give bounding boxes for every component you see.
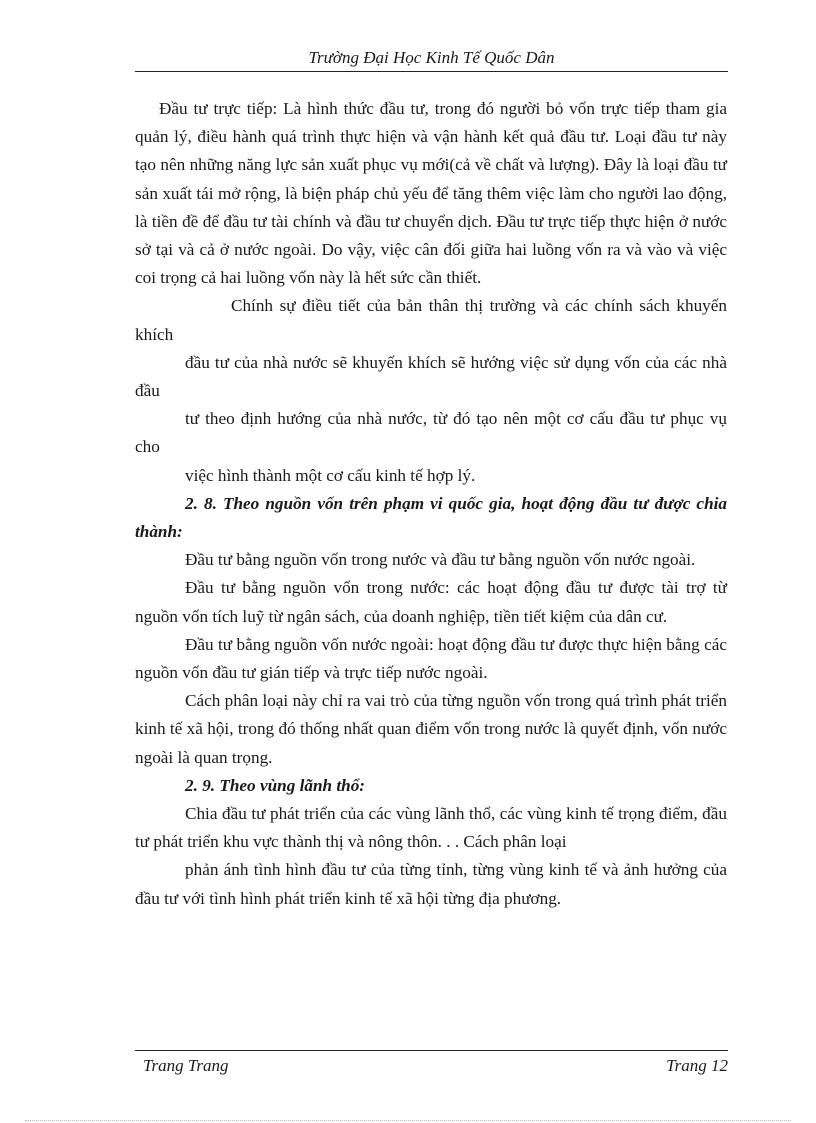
page-number: Trang 12 [666, 1056, 728, 1075]
footer-left-text: Trang Trang [143, 1056, 229, 1075]
paragraph-capital-sources: Đầu tư bằng nguồn vốn trong nước và đầu tư bằng nguồn vốn nước ngoài. [185, 550, 696, 570]
section-heading-2-9: 2. 9. Theo vùng lãnh thổ: [185, 775, 366, 795]
paragraph-domestic-capital: Đầu tư bằng nguồn vốn trong nước: các hoạt động đầu tư được tài trợ từ nguồn vốn tích luỹ từ ngân sách, của doanh nghiệp, tiền tiết kiệm của dân cư. [135, 578, 727, 626]
document-body [135, 95, 727, 913]
paragraph-classification-role: Cách phân loại này chỉ ra vai trò của từng nguồn vốn trong quá trình phát triển kinh tế xã hội, trong đó thống nhất quan điểm vốn trong nước là quyết định, vốn nước ngoài là quan trọng. [135, 691, 727, 767]
paragraph-regional-impact: phản ánh tình hình đầu tư của từng tỉnh, từng vùng kinh tế và ảnh hưởng của đầu tư với tình hình phát triển kinh tế xã hội từng địa phương. [135, 860, 727, 908]
paragraph-investment-structure: tư theo định hướng của nhà nước, từ đó tạo nên một cơ cấu đầu tư phục vụ cho [135, 409, 727, 457]
paragraph-state-encouragement: đầu tư của nhà nước sẽ khuyến khích sẽ hướng việc sử dụng vốn của các nhà đầu [135, 352, 727, 401]
paragraph-market-regulation: Chính sự điều tiết của bản thân thị trường và các chính sách khuyến khích [135, 296, 727, 344]
paragraph-economic-structure: việc hình thành một cơ cấu kinh tế hợp lý. [185, 465, 476, 485]
footer-divider [135, 1050, 728, 1051]
section-heading-2-8: 2. 8. Theo nguồn vốn trên phạm vi quốc gia, hoạt động đầu tư được chia thành: [135, 493, 727, 542]
header-divider [135, 71, 728, 72]
paragraph-direct-investment: Đầu tư trực tiếp: Là hình thức đầu tư, trong đó người bỏ vốn trực tiếp tham gia quản lý, điều hành quá trình thực hiện và vận hành kết quả đầu tư. Loại đầu tư này tạo nên những năng lực sản xuất phục vụ mới(cả về chất và lượng). Đây là loại đầu tư sản xuất tái mở rộng, là biện pháp chủ yếu để tăng thêm việc làm cho người lao động, là tiền đề để đầu tư tài chính và đầu tư chuyển dịch. Đầu tư trực tiếp thực hiện ở nước sở tại và cả ở nước ngoài. Do vậy, việc cân đối giữa hai luồng vốn ra và vào và việc coi trọng cả hai luồng vốn này là hết sức cần thiết. [135, 99, 727, 288]
paragraph-territorial-division: Chia đầu tư phát triển của các vùng lãnh thổ, các vùng kinh tế trọng điểm, đầu tư phát triển khu vực thành thị và nông thôn. . . Cách phân loại [135, 804, 727, 852]
page-bottom-edge [25, 1120, 791, 1121]
header-title: Trường Đại Học Kinh Tế Quốc Dân [308, 48, 555, 67]
paragraph-foreign-capital: Đầu tư bằng nguồn vốn nước ngoài: hoạt động đầu tư được thực hiện bằng các nguồn vốn đầu tư gián tiếp và trực tiếp nước ngoài. [135, 634, 727, 683]
